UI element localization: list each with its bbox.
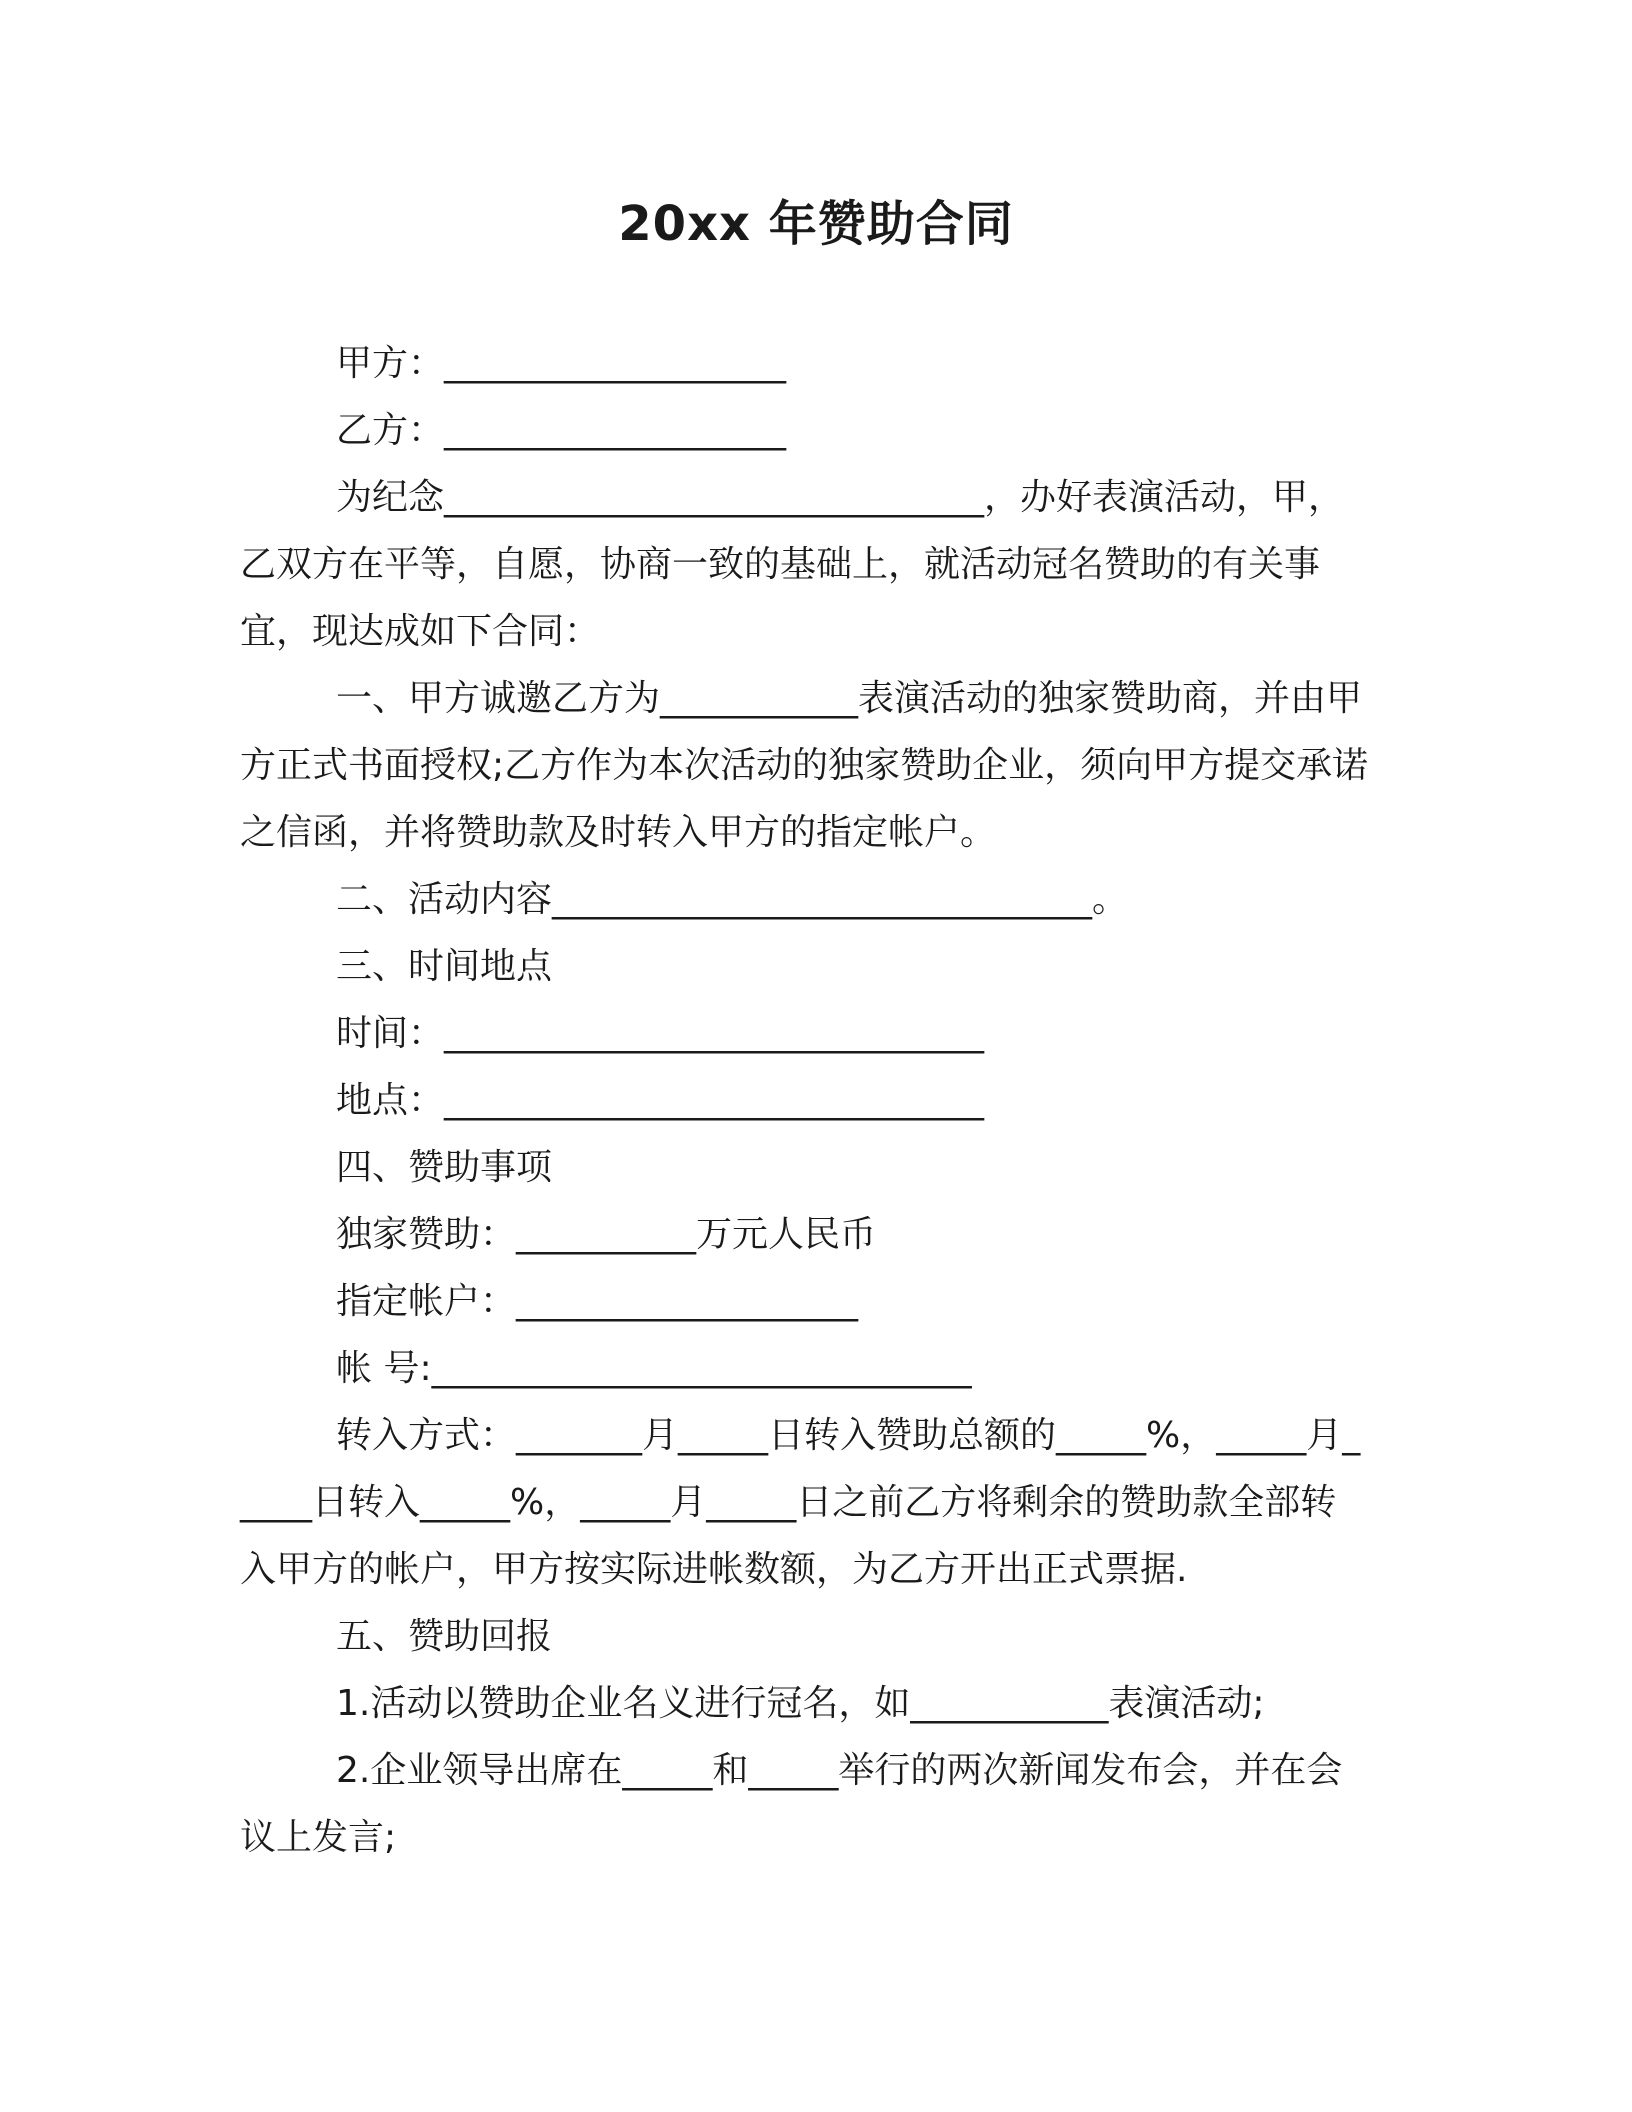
document-title: 20xx 年赞助合同 xyxy=(618,196,1014,252)
article-5-heading: 五、赞助回报 xyxy=(336,1616,553,1657)
time-line: 时间：______________________________ xyxy=(336,1013,985,1054)
article-3-heading: 三、时间地点 xyxy=(336,946,553,987)
document-body xyxy=(240,330,1370,1871)
place-line: 地点：______________________________ xyxy=(336,1080,985,1121)
return-item-2: 2.企业领导出席在_____和_____举行的两次新闻发布会，并在会议上发言; xyxy=(240,1750,1343,1858)
party-a-line: 甲方：___________________ xyxy=(336,343,787,384)
transfer-paragraph: 转入方式：_______月_____日转入赞助总额的_____%，_____月_____日转入_____%，_____月_____日之前乙方将剩余的赞助款全部转入甲方的帐户，甲方按实际进帐数额，为乙方开出正式票据. xyxy=(240,1415,1361,1590)
article-4-heading: 四、赞助事项 xyxy=(336,1147,553,1188)
intro-paragraph: 为纪念______________________________，办好表演活动，甲，乙双方在平等，自愿，协商一致的基础上，就活动冠名赞助的有关事宜，现达成如下合同： xyxy=(240,477,1345,652)
return-item-1: 1.活动以赞助企业名义进行冠名，如___________表演活动; xyxy=(336,1683,1265,1724)
article-2-line: 二、活动内容______________________________。 xyxy=(336,879,1129,920)
party-b-line: 乙方：___________________ xyxy=(336,410,787,451)
account-line: 指定帐户：___________________ xyxy=(336,1281,859,1322)
account-number-line: 帐 号:______________________________ xyxy=(336,1348,972,1389)
article-1-paragraph: 一、甲方诚邀乙方为___________表演活动的独家赞助商，并由甲方正式书面授权;乙方作为本次活动的独家赞助企业，须向甲方提交承诺之信函，并将赞助款及时转入甲方的指定帐户。 xyxy=(240,678,1369,853)
sponsor-amount-line: 独家赞助：__________万元人民币 xyxy=(336,1214,877,1255)
